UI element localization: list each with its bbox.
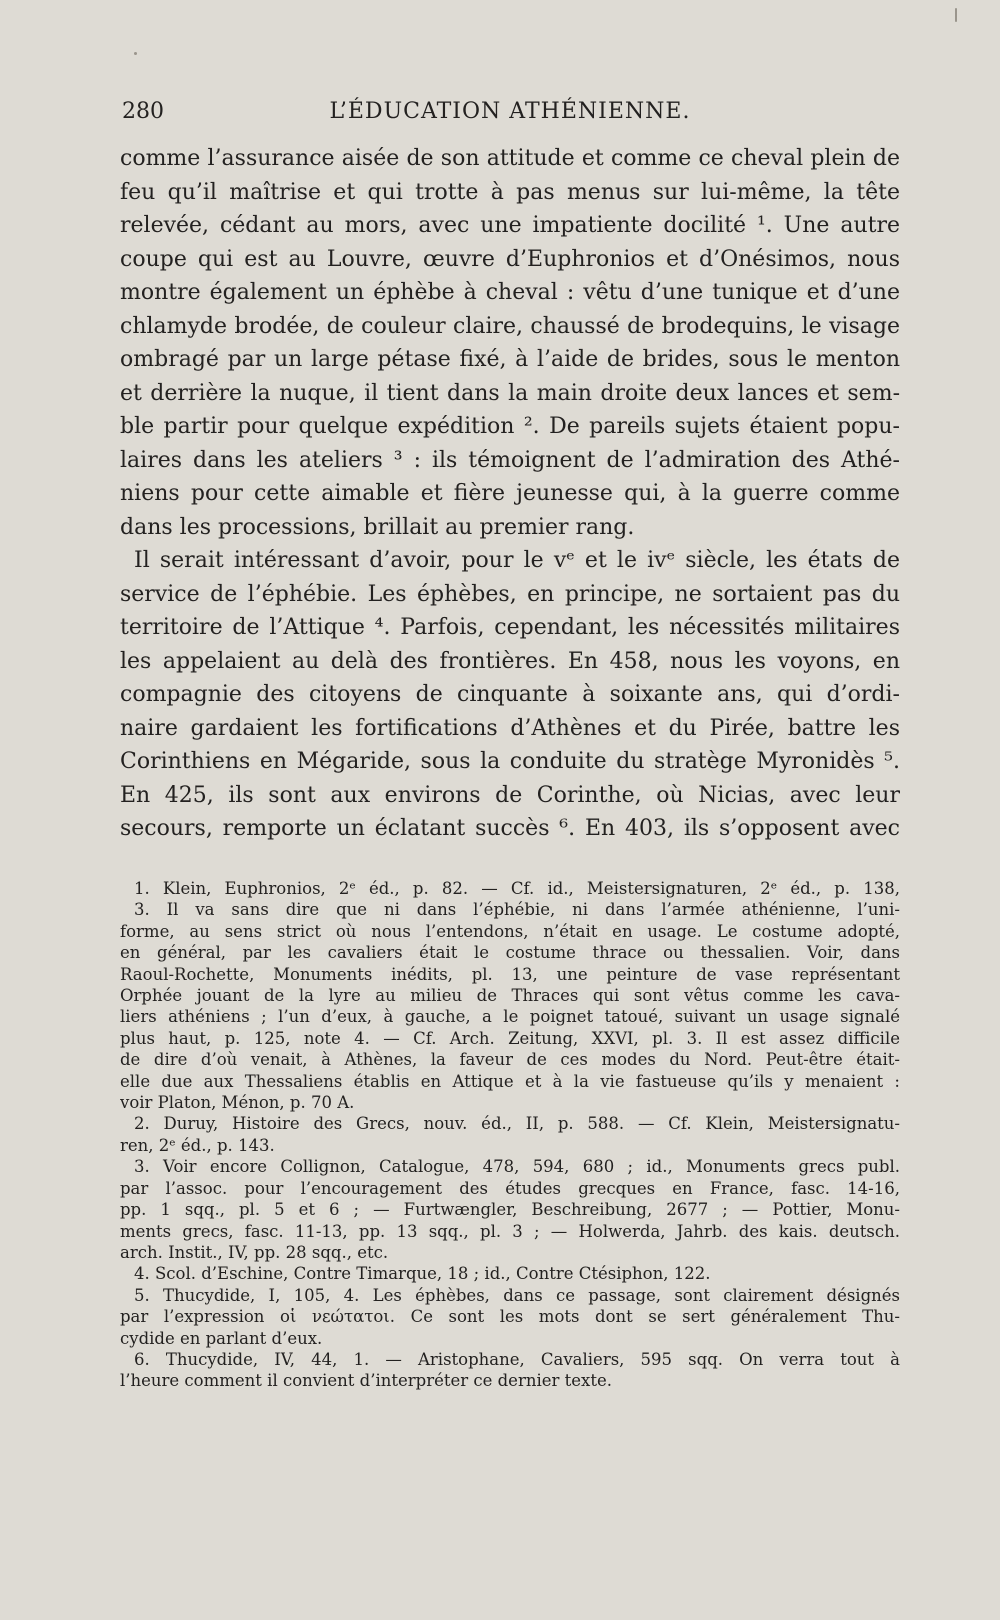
footnote-line: 4. Scol. d’Eschine, Contre Timarque, 18 ; id., Contre Ctésiphon, 122. [134,1264,711,1284]
body-line: compagnie des citoyens de cinquante à soixante ans, qui d’ordi- [120,682,900,707]
footnote-line: Orphée jouant de la lyre au milieu de Thraces qui sont vêtus comme les cava- [120,986,900,1006]
paper-speck [955,8,957,22]
footnote-line: liers athéniens ; l’un d’eux, à gauche, a le poignet tatoué, suivant un usage signalé [120,1007,900,1027]
body-line: coupe qui est au Louvre, œuvre d’Euphronios et d’Onésimos, nous [120,246,900,272]
body-line: service de l’éphébie. Les éphèbes, en principe, ne sortaient pas du [120,581,900,607]
footnote-line: elle due aux Thessaliens établis en Attique et à la vie fastueuse qu’ils y menaient : [120,1071,900,1091]
body-line: les appelaient au delà des frontières. En 458, nous les voyons, en [120,648,900,674]
footnote-line: l’heure comment il convient d’interpréter ce dernier texte. [120,1371,612,1391]
footnote-line: Raoul-Rochette, Monuments inédits, pl. 13, une peinture de vase représentant [120,964,900,984]
body-line: Corinthiens en Mégaride, sous la conduite du stratège Myronidès ⁵. [120,749,900,774]
footnote-line: de dire d’où venait, à Athènes, la faveur de ces modes du Nord. Peut-être était- [120,1050,900,1070]
footnote-line: plus haut, p. 125, note 4. — Cf. Arch. Zeitung, XXVI, pl. 3. Il est assez difficile [120,1028,900,1048]
body-line: Il serait intéressant d’avoir, pour le vᵉ et le ivᵉ siècle, les états de [134,548,900,573]
body-line: naire gardaient les fortifications d’Athènes et du Pirée, battre les [120,715,900,741]
footnote-line: 3. Il va sans dire que ni dans l’éphébie, ni dans l’armée athénienne, l’uni- [134,900,900,920]
footnote-line: par l’expression οἱ νεώτατοι. Ce sont les mots dont se sert généralement Thu- [120,1307,900,1327]
body-line: montre également un éphèbe à cheval : vêtu d’une tunique et d’une [120,280,900,305]
body-line: En 425, ils sont aux environs de Corinthe, où Nicias, avec leur [120,782,900,808]
body-line: laires dans les ateliers ³ : ils témoignent de l’admiration des Athé- [120,447,900,473]
body-text [120,142,900,846]
footnote-line: 5. Thucydide, I, 105, 4. Les éphèbes, dans ce passage, sont clairement désignés [134,1285,900,1305]
footnote-line: 3. Voir encore Collignon, Catalogue, 478, 594, 680 ; id., Monuments grecs publ. [134,1157,900,1177]
body-line: ombragé par un large pétase fixé, à l’aide de brides, sous le menton [120,347,900,372]
paper-speck [134,52,137,55]
running-title: L’ÉDUCATION ATHÉNIENNE. [329,99,691,124]
body-line: comme l’assurance aisée de son attitude et comme ce cheval plein de [120,146,900,171]
footnote-line: 1. Klein, Euphronios, 2ᵉ éd., p. 82. — Cf. id., Meistersignaturen, 2ᵉ éd., p. 138, [134,879,900,898]
footnote-line: 6. Thucydide, IV, 44, 1. — Aristophane, Cavaliers, 595 sqq. On verra tout à [134,1349,900,1369]
body-line: secours, remporte un éclatant succès ⁶. En 403, ils s’opposent avec [120,816,900,841]
footnote-line: forme, au sens strict où nous l’entendons, n’était en usage. Le costume adopté, [120,921,900,941]
page-number: 280 [122,99,164,124]
body-line: relevée, cédant au mors, avec une impatiente docilité ¹. Une autre [120,213,900,238]
body-line: et derrière la nuque, il tient dans la main droite deux lances et sem- [120,380,900,406]
body-line: dans les processions, brillait au premier rang. [120,514,635,540]
footnote-line: ren, 2ᵉ éd., p. 143. [120,1135,275,1155]
footnote-line: cydide en parlant d’eux. [120,1328,323,1348]
footnote-line: arch. Instit., IV, pp. 28 sqq., etc. [120,1242,389,1262]
body-line: chlamyde brodée, de couleur claire, chaussé de brodequins, le visage [120,313,900,339]
body-line: feu qu’il maîtrise et qui trotte à pas menus sur lui-même, la tête [120,179,900,205]
body-line: territoire de l’Attique ⁴. Parfois, cependant, les nécessités militaires [120,615,900,640]
body-line: ble partir pour quelque expédition ². De pareils sujets étaient popu- [120,414,900,439]
footnote-line: par l’assoc. pour l’encouragement des études grecques en France, fasc. 14-16, [120,1178,900,1198]
footnote-line: voir Platon, Ménon, p. 70 A. [120,1093,355,1113]
footnote-line: en général, par les cavaliers était le costume thrace ou thessalien. Voir, dans [120,943,900,963]
body-line: niens pour cette aimable et fière jeunesse qui, à la guerre comme [120,481,900,506]
footnote-line: ments grecs, fasc. 11-13, pp. 13 sqq., pl. 3 ; — Holwerda, Jahrb. des kais. deutsch. [120,1221,900,1241]
footnotes [120,878,900,1392]
running-head [120,96,900,128]
footnote-line: pp. 1 sqq., pl. 5 et 6 ; — Furtwængler, Beschreibung, 2677 ; — Pottier, Monu- [120,1200,900,1220]
footnote-line: 2. Duruy, Histoire des Grecs, nouv. éd., II, p. 588. — Cf. Klein, Meistersignatu- [134,1114,900,1134]
